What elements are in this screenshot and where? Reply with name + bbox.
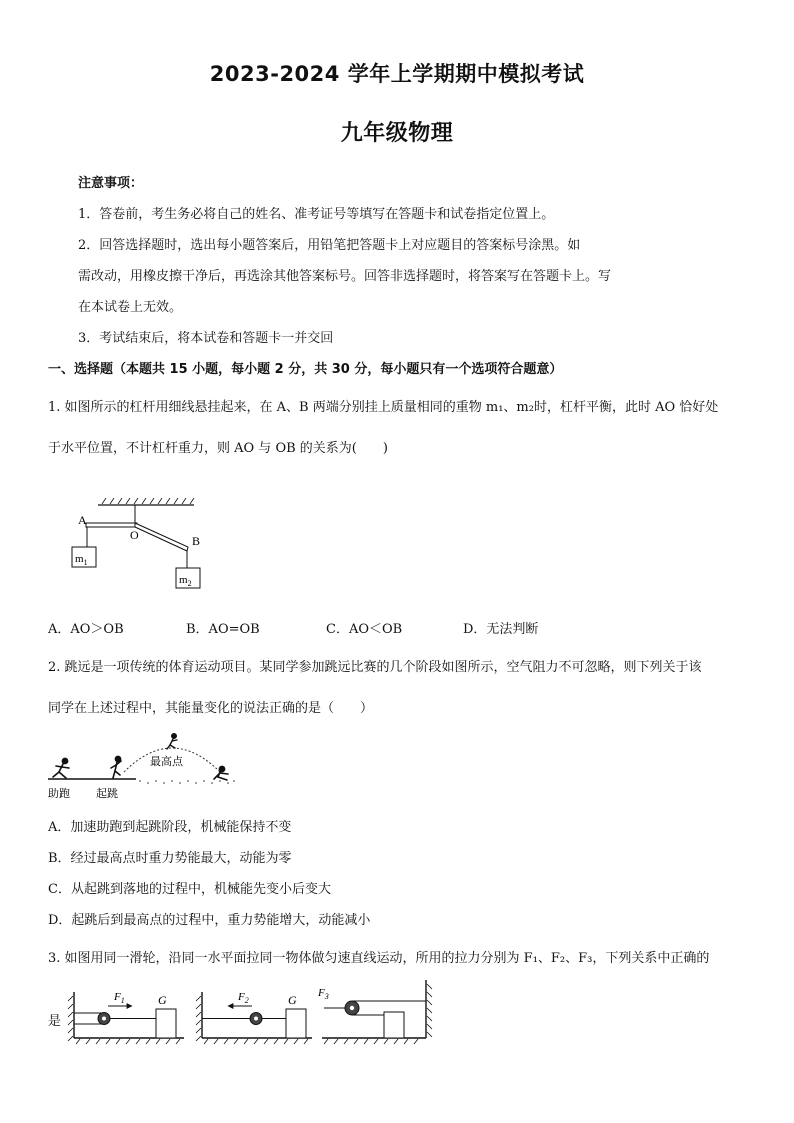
- q3-pulley-figure: [66, 976, 436, 1048]
- label-m1: m: [75, 553, 84, 565]
- svg-text:F1: [113, 991, 125, 1005]
- notice-item-3: 3．考试结束后，将本试卷和答题卡一并交回: [78, 331, 334, 346]
- notice-item-1: 1．答卷前，考生务必将自己的姓名、准考证号等填写在答题卡和试卷指定位置上。: [78, 207, 555, 222]
- q1-lever-figure: [60, 495, 220, 595]
- label-f1: F: [114, 991, 121, 1003]
- label-f3-sub: 3: [324, 992, 329, 1001]
- q3-text-line2: 是: [48, 1014, 62, 1029]
- q1-option-c[interactable]: C．AO＜OB: [326, 622, 403, 637]
- notice-item-2: 2．回答选择题时，选出每小题答案后，用铅笔把答题卡上对应题目的答案标号涂黑。如: [78, 238, 581, 253]
- label-run: 助跑: [48, 788, 70, 800]
- label-g1: G: [158, 993, 167, 1007]
- q1-option-d[interactable]: D．无法判断: [463, 622, 539, 637]
- label-o: O: [130, 528, 139, 542]
- takeoff-figure: [111, 756, 121, 778]
- label-m2: m: [179, 574, 188, 586]
- svg-text:F2: [237, 991, 249, 1005]
- q2-long-jump-figure: [44, 728, 244, 804]
- q2-text-line1: 2. 跳远是一项传统的体育运动项目。某同学参加跳远比赛的几个阶段如图所示，空气阻力不可忽略，则下列关于该: [48, 660, 702, 675]
- q2-option-b[interactable]: B．经过最高点时重力势能最大，动能为零: [48, 851, 292, 866]
- label-m2-sub: 2: [187, 579, 192, 588]
- label-top: 最高点: [150, 756, 183, 768]
- q3-text-line1: 3. 如图用同一滑轮，沿同一水平面拉同一物体做匀速直线运动，所用的拉力分别为 F₁、F₂、F₃，下列关系中正确的: [48, 951, 710, 966]
- q2-option-c[interactable]: C．从起跳到落地的过程中，机械能先变小后变大: [48, 882, 331, 897]
- label-f2: F: [238, 991, 245, 1003]
- pulley-diagram-2: [196, 991, 312, 1044]
- runner-figure: [53, 758, 69, 778]
- label-f2-sub: 2: [244, 996, 249, 1005]
- label-f1-sub: 1: [120, 996, 125, 1005]
- section-heading: 一、选择题（本题共 15 小题，每小题 2 分，共 30 分，每小题只有一个选项符合题意）: [48, 362, 563, 377]
- label-m1-sub: 1: [83, 558, 88, 567]
- svg-text:F3: [317, 987, 329, 1001]
- label-g2: G: [288, 993, 297, 1007]
- q2-text-line2: 同学在上述过程中，其能量变化的说法正确的是（ ）: [48, 701, 374, 716]
- q1-option-a[interactable]: A．AO＞OB: [48, 622, 124, 637]
- notice-heading: 注意事项：: [78, 176, 144, 191]
- label-jump: 起跳: [96, 788, 118, 800]
- q2-option-d[interactable]: D．起跳后到最高点的过程中，重力势能增大，动能减小: [48, 913, 371, 928]
- q1-text-line1: 1. 如图所示的杠杆用细线悬挂起来，在 A、B 两端分别挂上质量相同的重物 m₁、m₂时，杠杆平衡，此时 AO 恰好处: [48, 400, 719, 415]
- q1-option-b[interactable]: B．AO=OB: [186, 622, 260, 637]
- pulley-diagram-1: [68, 991, 184, 1044]
- q2-option-a[interactable]: A．加速助跑到起跳阶段，机械能保持不变: [48, 820, 292, 835]
- q1-text-line2: 于水平位置，不计杠杆重力，则 AO 与 OB 的关系为( ): [48, 441, 388, 456]
- exam-title: 2023-2024 学年上学期期中模拟考试: [209, 62, 585, 86]
- label-b: B: [192, 534, 201, 548]
- exam-subtitle: 九年级物理: [340, 121, 454, 146]
- label-a: A: [78, 513, 87, 527]
- peak-figure: [167, 734, 177, 749]
- label-f3: F: [318, 987, 325, 999]
- pulley-diagram-3: [317, 980, 432, 1044]
- notice-item-2-end: 在本试卷上无效。: [78, 300, 183, 315]
- notice-item-2-cont: 需改动，用橡皮擦干净后，再选涂其他答案标号。回答非选择题时，将答案写在答题卡上。写: [78, 269, 612, 284]
